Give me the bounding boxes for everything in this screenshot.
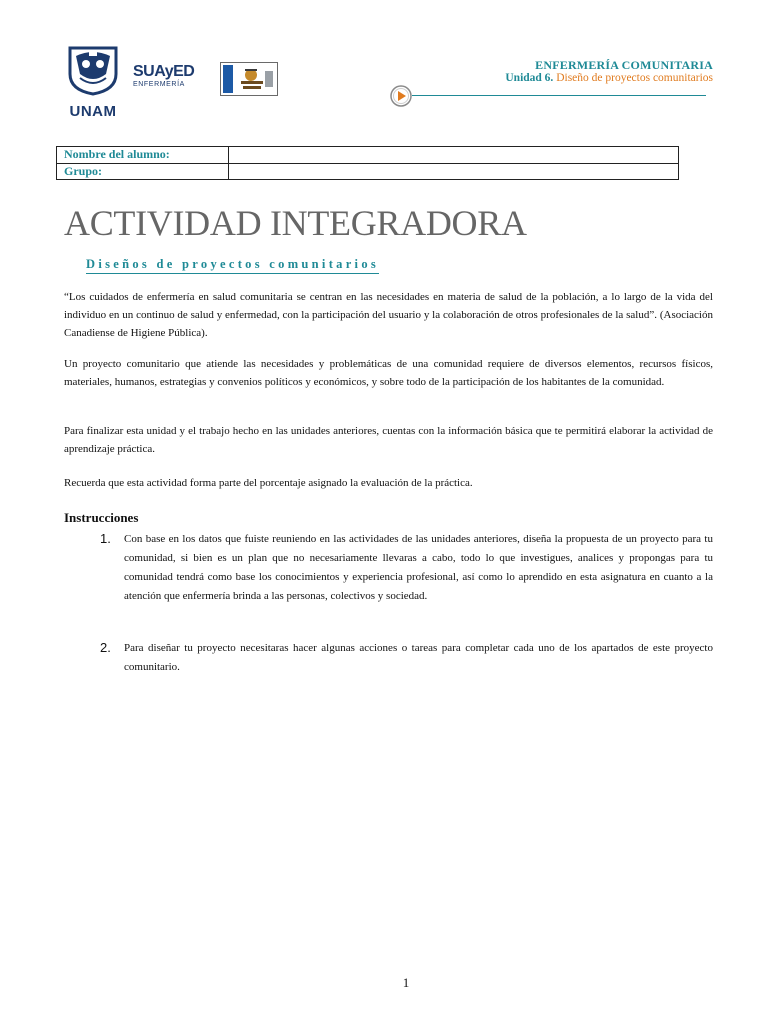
instruction-text: Para diseñar tu proyecto necesitaras hacer algunas acciones o tareas para completar cada uno de los apartados de este proyecto comunitario.: [124, 642, 713, 673]
body-paragraph: Recuerda que esta actividad forma parte del porcentaje asignado la evaluación de la práctica.: [64, 477, 473, 489]
page-number: 1: [402, 975, 410, 990]
body-paragraph: Para finalizar esta unidad y el trabajo hecho en las unidades anteriores, cuentas con la información básica que te permitirá elaborar la actividad de aprendizaje práctica.: [64, 425, 713, 455]
unam-seal-icon: [66, 44, 120, 96]
student-name-row: [57, 147, 678, 163]
clave-logo: [220, 62, 278, 96]
student-group-field[interactable]: [229, 164, 678, 180]
instruction-number: 1.: [100, 531, 111, 546]
intro-paragraph: “Los cuidados de enfermería en salud comunitaria se centran en las necesidades en materia de salud de la población, a lo largo de la vida del individuo en un continuo de salud y enfermedad, con la participación del usuario y la colaboración de otros profesionales de la salud”. (Asociación Canadiense de Higiene Pública).: [64, 291, 713, 339]
unam-logo-word: UNAM: [69, 103, 117, 120]
suayed-logo-subword: ENFERMERÍA: [133, 81, 185, 88]
instruction-text: Con base en los datos que fuiste reuniendo en las actividades de las unidades anteriores, diseña la propuesta de un proyecto para tu comunidad, si bien es un plan que no necesariamente llevaras a cabo, todo lo que investigues, analices y propongas para tu comunidad tendrá como base los conocimientos y experiencia profesional, así como lo aprendido en esta asignatura en cuanto a la atención que enfermería brinda a las personas, colectivos y sociedad.: [124, 533, 713, 602]
unit-heading: [505, 72, 713, 84]
header-rule: [412, 95, 706, 96]
student-group-row: [57, 163, 678, 180]
student-name-field[interactable]: [229, 147, 678, 163]
document-subtitle: Diseños de proyectos comunitarios: [86, 257, 379, 274]
unit-name: Diseño de proyectos comunitarios: [556, 72, 713, 84]
suayed-logo: [133, 63, 205, 97]
instruction-number: 2.: [100, 640, 111, 655]
student-name-label: Nombre del alumno:: [57, 147, 229, 163]
unam-logo: [64, 44, 122, 118]
body-paragraph: Un proyecto comunitario que atiende las necesidades y problemáticas de una comunidad requiere de diversos elementos, recursos físicos, materiales, humanos, estrategias y convenios políticos y económicos, y sobre todo de la participación de los habitantes de la comunidad.: [64, 358, 713, 388]
instructions-heading: Instrucciones: [64, 510, 139, 525]
suayed-logo-word: SUAyED: [133, 63, 195, 80]
course-title: ENFERMERÍA COMUNITARIA: [535, 58, 713, 72]
instruction-item: [100, 639, 713, 677]
student-group-label: Grupo:: [57, 164, 229, 180]
unit-label: Unidad 6.: [505, 72, 554, 84]
clave-logo-icon: [221, 63, 277, 95]
play-circle-icon: [390, 85, 412, 107]
instruction-item: [100, 530, 713, 606]
document-title: ACTIVIDAD INTEGRADORA: [64, 203, 527, 243]
student-info-table: [56, 146, 679, 180]
